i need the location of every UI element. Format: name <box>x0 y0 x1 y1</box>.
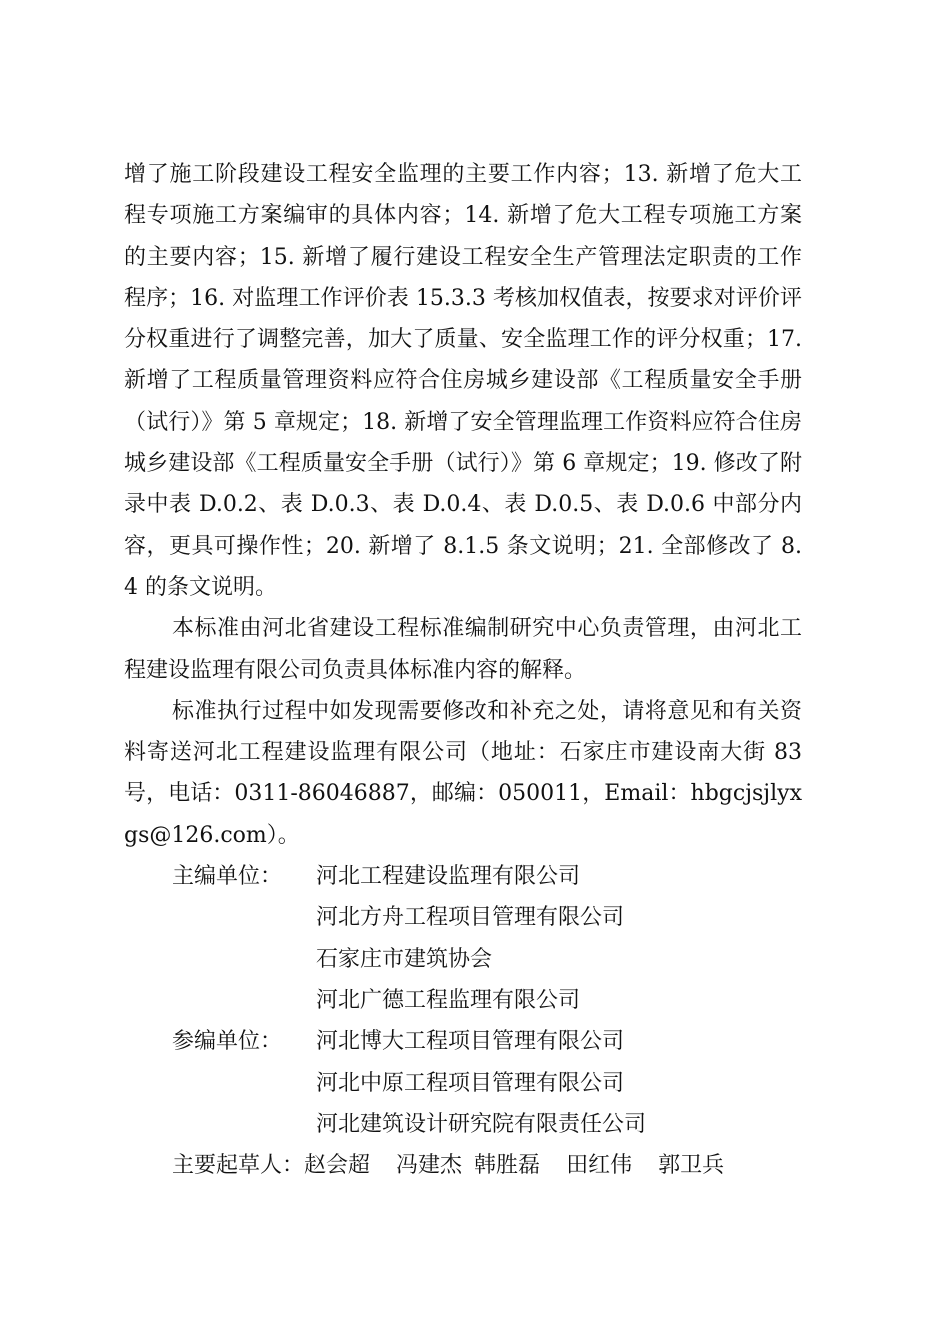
participant-unit: 河北博大工程项目管理有限公司 <box>316 1029 625 1055</box>
org-row <box>172 1021 802 1062</box>
participant-label: 参编单位： <box>172 1029 283 1055</box>
org-row <box>172 897 802 938</box>
chief-editor-label: 主编单位： <box>172 864 283 890</box>
document-page <box>124 154 802 1186</box>
paragraph-feedback-contact: 标准执行过程中如发现需要修改和补充之处，请将意见和有关资料寄送河北工程建设监理有限公司（地址：石家庄市建设南大街 83 号，电话：0311-86046887，邮编：050011，Email：hbgcjsjlyxgs@126.com）。 <box>124 698 802 848</box>
org-row <box>172 856 802 897</box>
participant-units <box>124 1021 802 1145</box>
drafter-name: 郭卫兵 <box>658 1153 725 1179</box>
main-drafters <box>124 1145 802 1186</box>
drafter-name: 韩胜磊 <box>474 1153 541 1179</box>
chief-editor-unit: 石家庄市建筑协会 <box>316 946 493 972</box>
org-row <box>172 980 802 1021</box>
org-row <box>172 1104 802 1145</box>
paragraph-revision-list: 增了施工阶段建设工程安全监理的主要工作内容；13. 新增了危大工程专项施工方案编审的具体内容；14. 新增了危大工程专项施工方案的主要内容；15. 新增了履行建设工程安全生产管理法定职责的工作程序；16. 对监理工作评价表 15.3.3 考核加权值表，按要求对评价评分权重进行了调整完善，加大了质量、安全监理工作的评分权重；17. 新增了工程质量管理资料应符合住房城乡建设部《工程质量安全手册（试行）》第 5 章规定；18. 新增了安全管理监理工作资料应符合住房城乡建设部《工程质量安全手册（试行）》第 6 章规定；19. 修改了附录中表 D.0.2、表 D.0.3、表 D.0.4、表 D.0.5、表 D.0.6 中部分内容，更具可操作性；20. 新增了 8.1.5 条文说明；21. 全部修改了 8.4 的条文说明。 <box>124 162 802 600</box>
chief-editor-unit: 河北方舟工程项目管理有限公司 <box>316 905 625 931</box>
org-row <box>172 939 802 980</box>
participant-unit: 河北中原工程项目管理有限公司 <box>316 1070 625 1096</box>
paragraph-management: 本标准由河北省建设工程标准编制研究中心负责管理，由河北工程建设监理有限公司负责具体标准内容的解释。 <box>124 616 802 683</box>
chief-editor-unit: 河北工程建设监理有限公司 <box>316 864 581 890</box>
drafter-name: 田红伟 <box>566 1153 633 1179</box>
chief-editor-unit: 河北广德工程监理有限公司 <box>316 987 581 1013</box>
org-row <box>172 1063 802 1104</box>
drafter-name: 冯建杰 <box>396 1153 463 1179</box>
chief-editor-units <box>124 856 802 1021</box>
drafter-name: 赵会超 <box>304 1153 371 1179</box>
participant-unit: 河北建筑设计研究院有限责任公司 <box>316 1111 647 1137</box>
drafters-label: 主要起草人： <box>172 1153 305 1179</box>
